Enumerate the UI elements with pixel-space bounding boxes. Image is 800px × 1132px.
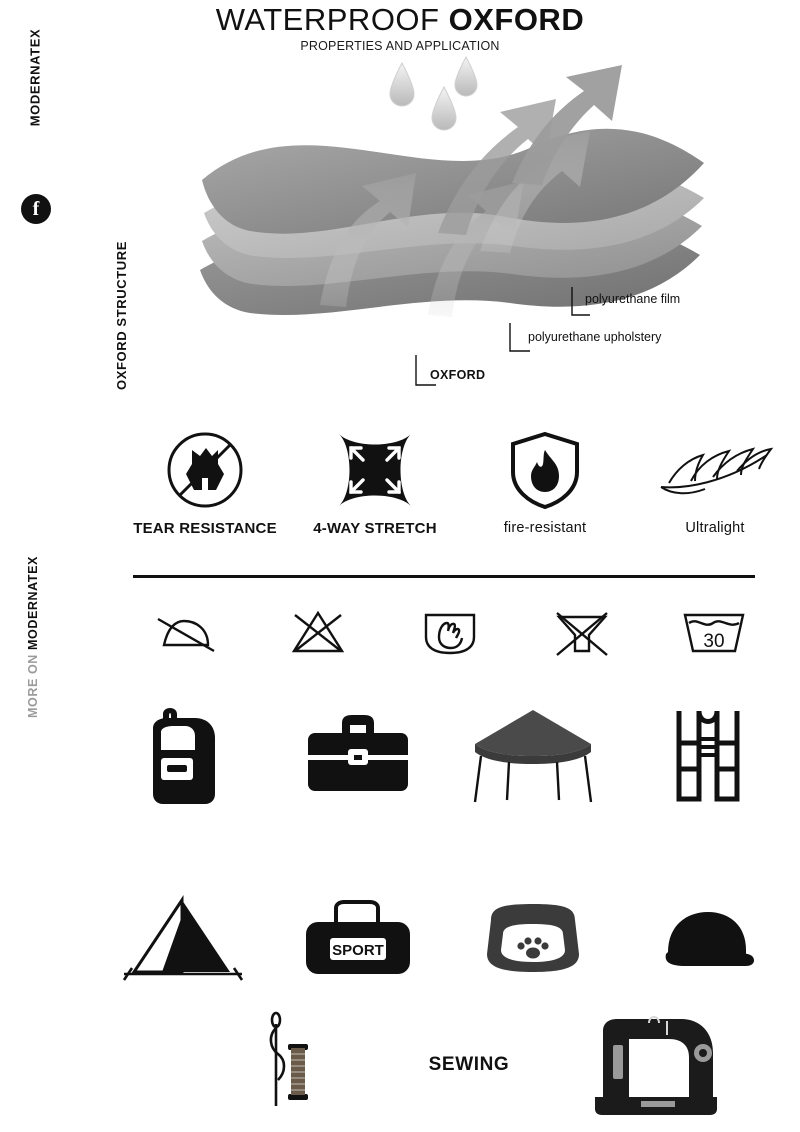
application-briefcase [270,690,445,820]
property-label: 4-WAY STRETCH [313,520,437,537]
four-way-stretch-icon [290,432,460,508]
canopy-tent-icon [469,704,597,806]
briefcase-icon [304,711,412,799]
page-title-bold: OXFORD [448,2,585,37]
callout-oxford: OXFORD [430,368,486,382]
property-fire-resistant [460,432,630,562]
section-label-structure: OXFORD STRUCTURE [114,241,129,390]
callout-polyurethane-film: polyurethane film [585,292,681,306]
tear-resistance-icon [120,432,290,508]
sport-bag-icon [300,894,416,986]
care-wash-30 [648,595,780,670]
application-backpack [95,690,270,820]
care-symbols-row [120,595,780,670]
section-divider [133,575,755,578]
wash-temperature-value: 30 [703,630,725,652]
feather-icon [630,432,800,508]
callout-polyurethane-upholstery: polyurethane upholstery [528,330,662,344]
application-pet-bed [445,880,620,1000]
application-cap [620,880,795,1000]
more-on-brand: MODERNATEX [26,556,40,650]
camping-tent-icon [118,894,248,986]
section-label-more-on [26,556,40,718]
property-label: TEAR RESISTANCE [133,520,277,537]
care-do-not-tumble-dry [516,595,648,670]
sewing-label [376,1054,562,1076]
application-sport-bag [270,880,445,1000]
brand-name: MODERNATEX [27,28,43,127]
brand-rail [16,18,56,228]
property-four-way-stretch [290,432,460,562]
care-hand-wash [384,595,516,670]
sewing-machine-icon [562,1009,748,1121]
cap-icon [654,906,762,974]
needle-and-thread-icon [190,1010,376,1120]
properties-row [120,432,800,562]
page-subtitle: PROPERTIES AND APPLICATION [300,39,500,53]
care-do-not-iron [120,595,252,670]
page-title-light: WATERPROOF [215,2,449,37]
sewing-label-text: SEWING [428,1054,510,1075]
sport-bag-label: SPORT [331,942,384,959]
property-label: Ultralight [685,520,745,536]
property-label: fire-resistant [503,520,587,536]
application-canopy-tent [445,690,620,820]
page-title [0,2,800,38]
facebook-icon[interactable]: f [21,194,51,224]
structure-callouts [400,292,740,402]
flame-shield-icon [460,432,630,508]
care-do-not-bleach [252,595,384,670]
applications-row-2 [95,880,795,1000]
application-life-vest [620,690,795,820]
backpack-icon [133,702,233,808]
sewing-row [190,1005,750,1125]
more-on-prefix: MORE ON [26,650,40,718]
property-ultralight [630,432,800,562]
life-vest-icon [659,703,757,807]
pet-bed-icon [475,898,591,982]
property-tear-resistance [120,432,290,562]
application-camping-tent [95,880,270,1000]
applications-row-1 [95,690,795,820]
